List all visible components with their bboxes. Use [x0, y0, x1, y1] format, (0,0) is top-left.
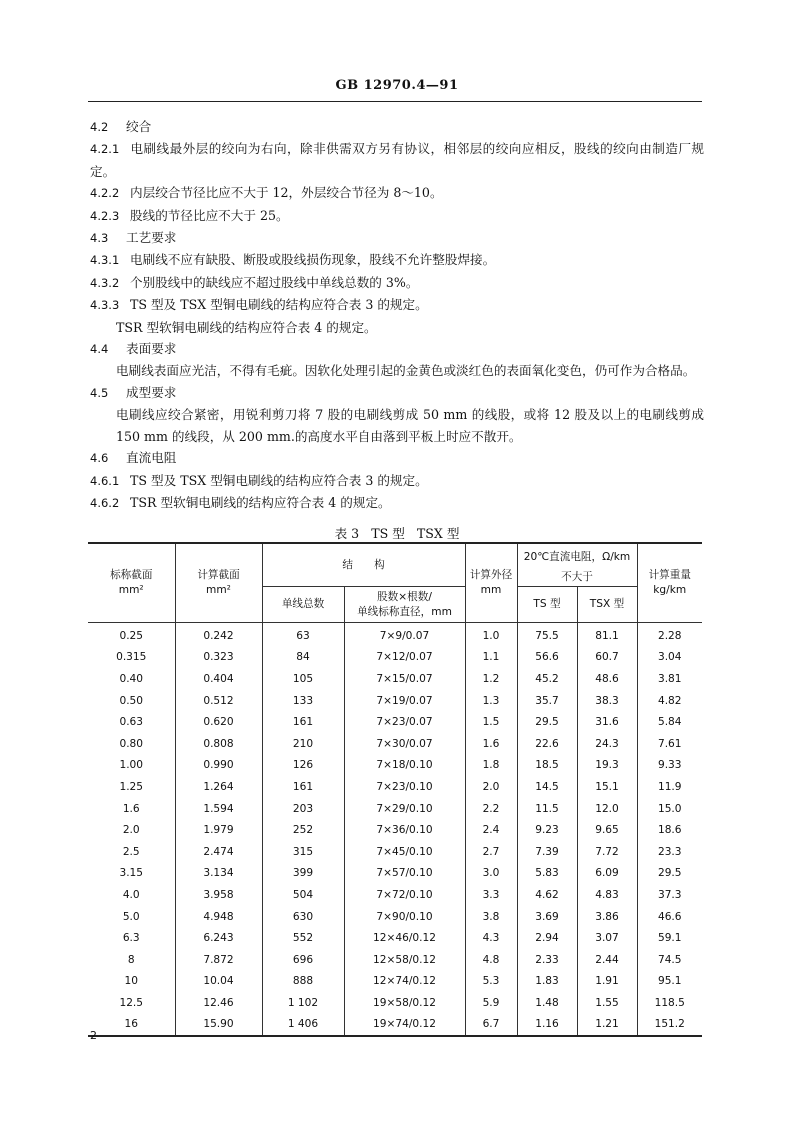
page-header: GB 12970.4—91 [335, 78, 459, 93]
cell-nominal: 0.40 [88, 668, 175, 690]
table-row [88, 711, 702, 733]
cell-strand: 7×18/0.10 [344, 755, 465, 777]
cell-nominal: 6.3 [88, 927, 175, 949]
cell-nominal: 0.25 [88, 623, 175, 647]
cell-nominal: 0.80 [88, 733, 175, 755]
paragraph [90, 227, 704, 249]
header-nominal-unit: mm² [118, 584, 144, 596]
table-row [88, 884, 702, 906]
header-resistance-limit: 不大于 [517, 569, 637, 587]
cell-ts-resistance: 9.23 [517, 819, 577, 841]
cell-outer-dia: 3.3 [465, 884, 517, 906]
header-total-wires: 单线总数 [262, 587, 344, 623]
paragraph [90, 182, 704, 204]
table-row [88, 971, 702, 993]
cell-nominal: 0.315 [88, 647, 175, 669]
cell-outer-dia: 5.3 [465, 971, 517, 993]
cell-ts-resistance: 18.5 [517, 755, 577, 777]
cell-tsx-resistance: 6.09 [577, 863, 637, 885]
paragraph [90, 249, 704, 271]
cell-calc: 2.474 [175, 841, 262, 863]
cell-total-wires: 84 [262, 647, 344, 669]
cell-weight: 118.5 [637, 992, 702, 1014]
cell-weight: 59.1 [637, 927, 702, 949]
cell-ts-resistance: 14.5 [517, 776, 577, 798]
cell-strand: 7×45/0.10 [344, 841, 465, 863]
cell-nominal: 10 [88, 971, 175, 993]
cell-strand: 12×58/0.12 [344, 949, 465, 971]
header-calc-unit: mm² [206, 584, 231, 596]
cell-strand: 7×72/0.10 [344, 884, 465, 906]
cell-tsx-resistance: 48.6 [577, 668, 637, 690]
cell-calc: 4.948 [175, 906, 262, 928]
section-number: 4.3.3 [90, 298, 120, 313]
cell-ts-resistance: 45.2 [517, 668, 577, 690]
table-caption-type-ts: TS 型 [371, 526, 405, 541]
cell-calc: 12.46 [175, 992, 262, 1014]
cell-calc: 0.512 [175, 690, 262, 712]
cell-outer-dia: 1.0 [465, 623, 517, 647]
header-outer-diameter [465, 543, 517, 623]
paragraph [90, 360, 704, 381]
table-row [88, 623, 702, 647]
header-rule [88, 101, 702, 102]
cell-calc: 10.04 [175, 971, 262, 993]
paragraph-text: TS 型及 TSX 型铜电刷线的结构应符合表 3 的规定。 [130, 297, 428, 313]
cell-weight: 5.84 [637, 711, 702, 733]
cell-nominal: 3.15 [88, 863, 175, 885]
cell-total-wires: 630 [262, 906, 344, 928]
cell-ts-resistance: 7.39 [517, 841, 577, 863]
header-nominal-label: 标称截面 [110, 569, 153, 581]
cell-weight: 15.0 [637, 798, 702, 820]
cell-outer-dia: 2.0 [465, 776, 517, 798]
cell-nominal: 16 [88, 1014, 175, 1037]
table-row [88, 1014, 702, 1037]
section-number: 4.2.2 [90, 186, 120, 201]
cell-total-wires: 1 406 [262, 1014, 344, 1037]
paragraph-text: 工艺要求 [126, 230, 177, 246]
cell-nominal: 5.0 [88, 906, 175, 928]
cell-nominal: 0.63 [88, 711, 175, 733]
table-row [88, 992, 702, 1014]
cell-strand: 7×19/0.07 [344, 690, 465, 712]
cell-total-wires: 399 [262, 863, 344, 885]
table-row [88, 647, 702, 669]
cell-strand: 7×57/0.10 [344, 863, 465, 885]
paragraph [90, 317, 704, 338]
cell-nominal: 12.5 [88, 992, 175, 1014]
paragraph [90, 205, 704, 227]
specification-table [88, 542, 702, 1037]
cell-tsx-resistance: 7.72 [577, 841, 637, 863]
cell-weight: 29.5 [637, 863, 702, 885]
cell-outer-dia: 2.7 [465, 841, 517, 863]
paragraph-text: TSR 型软铜电刷线的结构应符合表 4 的规定。 [130, 494, 391, 510]
header-outer-diameter-label: 计算外径 [469, 569, 513, 581]
cell-nominal: 4.0 [88, 884, 175, 906]
header-weight [637, 543, 702, 623]
cell-ts-resistance: 1.16 [517, 1014, 577, 1037]
cell-ts-resistance: 1.48 [517, 992, 577, 1014]
section-number: 4.2 [90, 120, 109, 134]
cell-strand: 7×15/0.07 [344, 668, 465, 690]
cell-ts-resistance: 5.83 [517, 863, 577, 885]
cell-calc: 15.90 [175, 1014, 262, 1037]
cell-tsx-resistance: 1.21 [577, 1014, 637, 1037]
paragraph-text: 表面要求 [126, 341, 177, 357]
header-calc-section [175, 543, 262, 623]
table-row [88, 927, 702, 949]
body-text [90, 116, 704, 514]
cell-weight: 18.6 [637, 819, 702, 841]
cell-total-wires: 552 [262, 927, 344, 949]
header-strand-line-1: 股数×根数/ [377, 590, 432, 603]
header-outer-diameter-unit: mm [480, 584, 502, 596]
cell-strand: 7×29/0.10 [344, 798, 465, 820]
table-row [88, 776, 702, 798]
cell-weight: 23.3 [637, 841, 702, 863]
cell-tsx-resistance: 4.83 [577, 884, 637, 906]
paragraph-text: TSR 型软铜电刷线的结构应符合表 4 的规定。 [116, 319, 377, 335]
cell-nominal: 2.5 [88, 841, 175, 863]
paragraph [90, 338, 704, 360]
cell-total-wires: 126 [262, 755, 344, 777]
cell-outer-dia: 1.5 [465, 711, 517, 733]
cell-total-wires: 1 102 [262, 992, 344, 1014]
cell-tsx-resistance: 38.3 [577, 690, 637, 712]
section-number: 4.6.1 [90, 473, 120, 488]
cell-weight: 151.2 [637, 1014, 702, 1037]
cell-weight: 95.1 [637, 971, 702, 993]
cell-weight: 46.6 [637, 906, 702, 928]
cell-strand: 7×12/0.07 [344, 647, 465, 669]
cell-outer-dia: 3.8 [465, 906, 517, 928]
cell-nominal: 8 [88, 949, 175, 971]
cell-tsx-resistance: 3.86 [577, 906, 637, 928]
cell-ts-resistance: 2.33 [517, 949, 577, 971]
cell-ts-resistance: 22.6 [517, 733, 577, 755]
cell-total-wires: 210 [262, 733, 344, 755]
cell-calc: 1.979 [175, 819, 262, 841]
cell-nominal: 1.25 [88, 776, 175, 798]
cell-tsx-resistance: 24.3 [577, 733, 637, 755]
cell-ts-resistance: 3.69 [517, 906, 577, 928]
paragraph-text: 成型要求 [126, 384, 177, 400]
cell-calc: 0.808 [175, 733, 262, 755]
paragraph [90, 294, 704, 316]
table-row [88, 906, 702, 928]
header-weight-label: 计算重量 [648, 569, 691, 581]
cell-weight: 37.3 [637, 884, 702, 906]
cell-strand: 7×90/0.10 [344, 906, 465, 928]
cell-weight: 9.33 [637, 755, 702, 777]
header-tsx-type: TSX 型 [577, 587, 637, 623]
table-row [88, 841, 702, 863]
paragraph-text: 内层绞合节径比应不大于 12，外层绞合节径为 8～10。 [130, 185, 443, 201]
cell-total-wires: 105 [262, 668, 344, 690]
cell-outer-dia: 3.0 [465, 863, 517, 885]
cell-outer-dia: 1.6 [465, 733, 517, 755]
cell-calc: 0.990 [175, 755, 262, 777]
table-row [88, 798, 702, 820]
section-number: 4.2.1 [90, 142, 120, 157]
cell-strand: 7×9/0.07 [344, 623, 465, 647]
paragraph-text: 直流电阻 [126, 450, 177, 466]
table-row [88, 733, 702, 755]
cell-outer-dia: 6.7 [465, 1014, 517, 1037]
paragraph-text: 电刷线应绞合紧密，用锐利剪刀将 7 股的电刷线剪成 50 mm 的线股，或将 12 股及以上的电刷线剪成 150 mm 的线段，从 200 mm.的高度水平自由落到平板上时应不散开。 [116, 407, 704, 444]
table-row [88, 949, 702, 971]
cell-ts-resistance: 1.83 [517, 971, 577, 993]
section-number: 4.4 [90, 342, 109, 357]
header-weight-unit: kg/km [653, 584, 687, 596]
header-nominal-section [88, 543, 175, 623]
cell-outer-dia: 1.3 [465, 690, 517, 712]
cell-weight: 7.61 [637, 733, 702, 755]
cell-ts-resistance: 4.62 [517, 884, 577, 906]
cell-calc: 7.872 [175, 949, 262, 971]
cell-calc: 1.594 [175, 798, 262, 820]
header-ts-type: TS 型 [517, 587, 577, 623]
paragraph [90, 447, 704, 469]
cell-weight: 11.9 [637, 776, 702, 798]
cell-calc: 0.242 [175, 623, 262, 647]
cell-tsx-resistance: 12.0 [577, 798, 637, 820]
cell-strand: 12×74/0.12 [344, 971, 465, 993]
header-calc-label: 计算截面 [197, 569, 240, 581]
cell-weight: 3.04 [637, 647, 702, 669]
cell-strand: 12×46/0.12 [344, 927, 465, 949]
cell-outer-dia: 4.8 [465, 949, 517, 971]
cell-calc: 3.958 [175, 884, 262, 906]
paragraph [90, 382, 704, 404]
cell-tsx-resistance: 3.07 [577, 927, 637, 949]
cell-strand: 19×58/0.12 [344, 992, 465, 1014]
cell-ts-resistance: 35.7 [517, 690, 577, 712]
paragraph-text: 个别股线中的缺线应不超过股线中单线总数的 3%。 [130, 274, 419, 290]
header-strand-description [344, 587, 465, 623]
table-row [88, 863, 702, 885]
paragraph [90, 470, 704, 492]
cell-tsx-resistance: 81.1 [577, 623, 637, 647]
section-number: 4.5 [90, 385, 109, 400]
section-number: 4.3.2 [90, 275, 120, 290]
cell-total-wires: 133 [262, 690, 344, 712]
table-caption-type-tsx: TSX 型 [416, 526, 460, 541]
cell-strand: 19×74/0.12 [344, 1014, 465, 1037]
paragraph-text: 电刷线不应有缺股、断股或股线损伤现象，股线不允许整股焊接。 [130, 252, 496, 268]
cell-ts-resistance: 11.5 [517, 798, 577, 820]
cell-calc: 3.134 [175, 863, 262, 885]
paragraph [90, 272, 704, 294]
paragraph [90, 138, 704, 182]
cell-strand: 7×36/0.10 [344, 819, 465, 841]
cell-tsx-resistance: 1.55 [577, 992, 637, 1014]
cell-strand: 7×23/0.07 [344, 711, 465, 733]
cell-ts-resistance: 2.94 [517, 927, 577, 949]
cell-outer-dia: 2.2 [465, 798, 517, 820]
section-number: 4.6 [90, 451, 109, 466]
section-number: 4.3.1 [90, 253, 120, 268]
cell-total-wires: 696 [262, 949, 344, 971]
cell-weight: 3.81 [637, 668, 702, 690]
cell-nominal: 2.0 [88, 819, 175, 841]
paragraph-text: 电刷线表面应光洁，不得有毛疵。因软化处理引起的金黄色或淡红色的表面氧化变色，仍可作为合格品。 [116, 363, 696, 379]
cell-total-wires: 252 [262, 819, 344, 841]
cell-tsx-resistance: 60.7 [577, 647, 637, 669]
header-strand-line-2: 单线标称直径，mm [357, 605, 452, 618]
cell-tsx-resistance: 2.44 [577, 949, 637, 971]
cell-weight: 74.5 [637, 949, 702, 971]
section-number: 4.6.2 [90, 495, 120, 510]
table-caption [0, 523, 794, 542]
cell-ts-resistance: 75.5 [517, 623, 577, 647]
cell-strand: 7×30/0.07 [344, 733, 465, 755]
cell-weight: 4.82 [637, 690, 702, 712]
section-number: 4.3 [90, 231, 109, 246]
header-structure: 结 构 [262, 543, 465, 587]
cell-total-wires: 203 [262, 798, 344, 820]
cell-outer-dia: 1.1 [465, 647, 517, 669]
table-row [88, 668, 702, 690]
cell-tsx-resistance: 1.91 [577, 971, 637, 993]
table-row [88, 819, 702, 841]
cell-total-wires: 63 [262, 623, 344, 647]
table-caption-label: 表 3 [334, 526, 360, 541]
paragraph [90, 116, 704, 138]
cell-total-wires: 888 [262, 971, 344, 993]
cell-outer-dia: 5.9 [465, 992, 517, 1014]
cell-calc: 0.323 [175, 647, 262, 669]
paragraph-text: TS 型及 TSX 型铜电刷线的结构应符合表 3 的规定。 [130, 472, 428, 488]
cell-calc: 1.264 [175, 776, 262, 798]
cell-nominal: 1.00 [88, 755, 175, 777]
cell-outer-dia: 4.3 [465, 927, 517, 949]
paragraph [90, 492, 704, 514]
cell-total-wires: 315 [262, 841, 344, 863]
cell-tsx-resistance: 19.3 [577, 755, 637, 777]
cell-ts-resistance: 56.6 [517, 647, 577, 669]
cell-calc: 0.620 [175, 711, 262, 733]
table-row [88, 755, 702, 777]
cell-ts-resistance: 29.5 [517, 711, 577, 733]
cell-outer-dia: 1.8 [465, 755, 517, 777]
cell-tsx-resistance: 31.6 [577, 711, 637, 733]
cell-outer-dia: 1.2 [465, 668, 517, 690]
cell-strand: 7×23/0.10 [344, 776, 465, 798]
table-row [88, 690, 702, 712]
paragraph [90, 404, 704, 447]
cell-weight: 2.28 [637, 623, 702, 647]
header-resistance: 20℃直流电阻，Ω/km [517, 543, 637, 569]
section-number: 4.2.3 [90, 208, 120, 223]
cell-calc: 6.243 [175, 927, 262, 949]
cell-calc: 0.404 [175, 668, 262, 690]
paragraph-text: 电刷线最外层的绞向为右向，除非供需双方另有协议，相邻层的绞向应相反，股线的绞向由制造厂规定。 [90, 141, 704, 179]
cell-total-wires: 504 [262, 884, 344, 906]
cell-tsx-resistance: 15.1 [577, 776, 637, 798]
cell-outer-dia: 2.4 [465, 819, 517, 841]
cell-tsx-resistance: 9.65 [577, 819, 637, 841]
cell-nominal: 1.6 [88, 798, 175, 820]
page-number: 2 [90, 1029, 97, 1042]
paragraph-text: 股线的节径比应不大于 25。 [130, 207, 289, 223]
cell-total-wires: 161 [262, 776, 344, 798]
cell-total-wires: 161 [262, 711, 344, 733]
cell-nominal: 0.50 [88, 690, 175, 712]
paragraph-text: 绞合 [126, 119, 152, 134]
